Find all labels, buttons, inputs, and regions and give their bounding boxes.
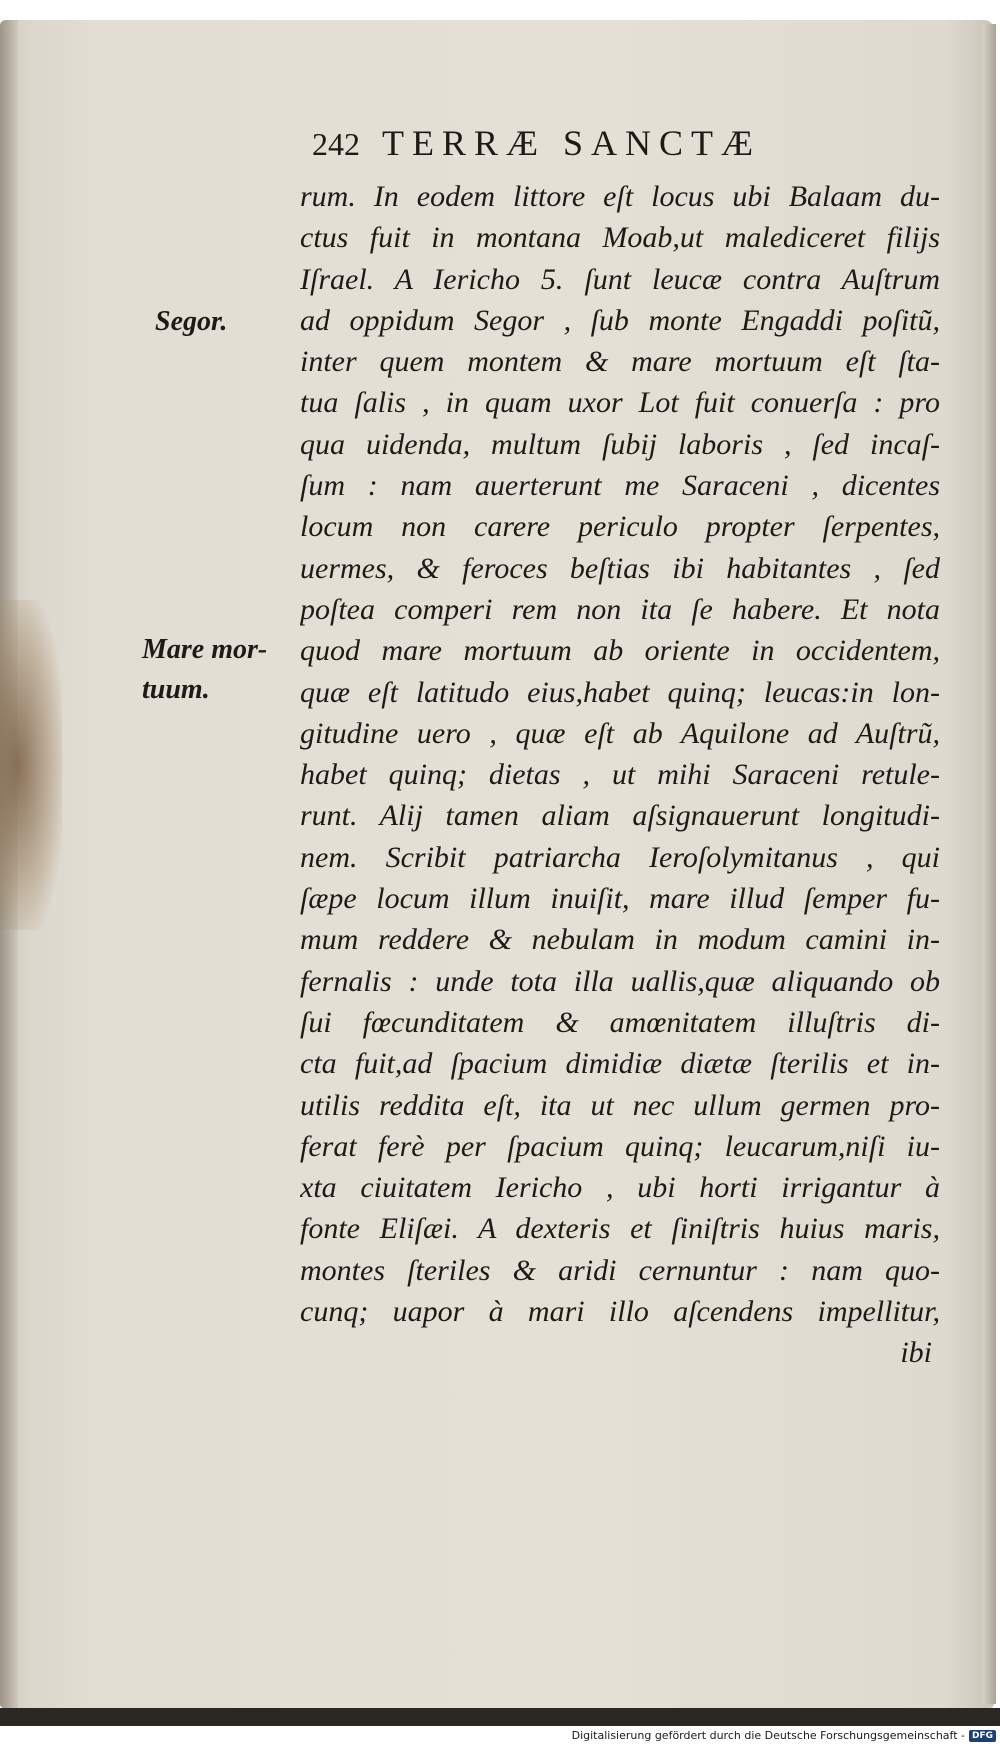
running-header bbox=[312, 122, 761, 164]
margin-note-segor-text: Segor. bbox=[155, 306, 228, 337]
text-line: quod mare mortuum ab oriente in occidentem, bbox=[300, 634, 940, 668]
text-line: mum reddere & nebulam in modum camini in- bbox=[300, 923, 940, 957]
digitization-credit bbox=[572, 1729, 996, 1742]
page-right-edge bbox=[982, 24, 996, 1704]
text-line: rum. In eodem littore eſt locus ubi Balaam du- bbox=[300, 180, 940, 213]
page-stain bbox=[0, 600, 62, 930]
text-line: ctus fuit in montana Moab,ut malediceret filijs bbox=[300, 221, 940, 255]
text-line: ad oppidum Segor , ſub monte Engaddi poſitũ, bbox=[300, 303, 940, 337]
text-line: qua uidenda, multum ſubij laboris , ſed incaſ- bbox=[300, 427, 940, 461]
scan-bottom-band bbox=[0, 1708, 1000, 1726]
text-line: utilis reddita eſt, ita ut nec ullum germen pro- bbox=[300, 1088, 940, 1122]
text-line: quæ eſt latitudo eius,habet quinq; leucas:in lon- bbox=[300, 675, 940, 709]
text-line: ſui fœcunditatem & amœnitatem illuſtris di- bbox=[300, 1005, 940, 1039]
text-line: ferat ferè per ſpacium quinq; leucarum,niſi iu- bbox=[300, 1129, 940, 1163]
text-line: cunq; uapor à mari illo aſcendens impellitur, bbox=[300, 1295, 940, 1329]
margin-note-segor bbox=[155, 302, 227, 342]
page-number: 242 bbox=[312, 126, 360, 162]
text-line: inter quem montem & mare mortuum eſt ſta- bbox=[300, 345, 940, 379]
text-line: montes ſteriles & aridi cernuntur : nam quo- bbox=[300, 1253, 940, 1287]
text-line: habet quinq; dietas , ut mihi Saraceni retule- bbox=[300, 758, 940, 792]
body-text bbox=[300, 176, 940, 1374]
margin-note-mare-mortuum bbox=[142, 630, 267, 710]
credit-text: Digitalisierung gefördert durch die Deutsche Forschungsgemeinschaft - bbox=[571, 1729, 965, 1742]
running-title: TERRÆ SANCTÆ bbox=[382, 123, 762, 163]
dfg-logo: DFG bbox=[969, 1730, 996, 1742]
margin-note-line: tuum. bbox=[142, 674, 210, 705]
text-line: ſum : nam auerterunt me Saraceni , dicentes bbox=[300, 469, 940, 503]
text-line: locum non carere periculo propter ſerpentes, bbox=[300, 510, 940, 544]
text-line: fonte Eliſæi. A dexteris et ſiniſtris huius maris, bbox=[300, 1212, 940, 1246]
margin-note-line: Mare mor- bbox=[142, 634, 268, 665]
text-line: Iſrael. A Iericho 5. ſunt leucæ contra Auſtrum bbox=[300, 262, 940, 296]
text-line: gitudine uero , quæ eſt ab Aquilone ad Auſtrũ, bbox=[300, 716, 940, 750]
text-line: cta fuit,ad ſpacium dimidiæ diætæ ſterilis et in- bbox=[300, 1047, 940, 1081]
text-line: xta ciuitatem Iericho , ubi horti irrigantur à bbox=[300, 1171, 940, 1205]
text-line: fernalis : unde tota illa uallis,quæ aliquando ob bbox=[300, 964, 940, 998]
catchword: ibi bbox=[900, 1336, 932, 1370]
text-line: nem. Scribit patriarcha Ieroſolymitanus , qui bbox=[300, 840, 940, 874]
text-line: ſæpe locum illum inuiſit, mare illud ſemper fu- bbox=[300, 882, 940, 916]
text-line: poſtea comperi rem non ita ſe habere. Et nota bbox=[300, 592, 940, 626]
text-line: tua ſalis , in quam uxor Lot fuit conuerſa : pro bbox=[300, 386, 940, 420]
text-line: uermes, & feroces beſtias ibi habitantes , ſed bbox=[300, 551, 940, 585]
text-line: runt. Alij tamen aliam aſsignauerunt longitudi- bbox=[300, 799, 940, 833]
